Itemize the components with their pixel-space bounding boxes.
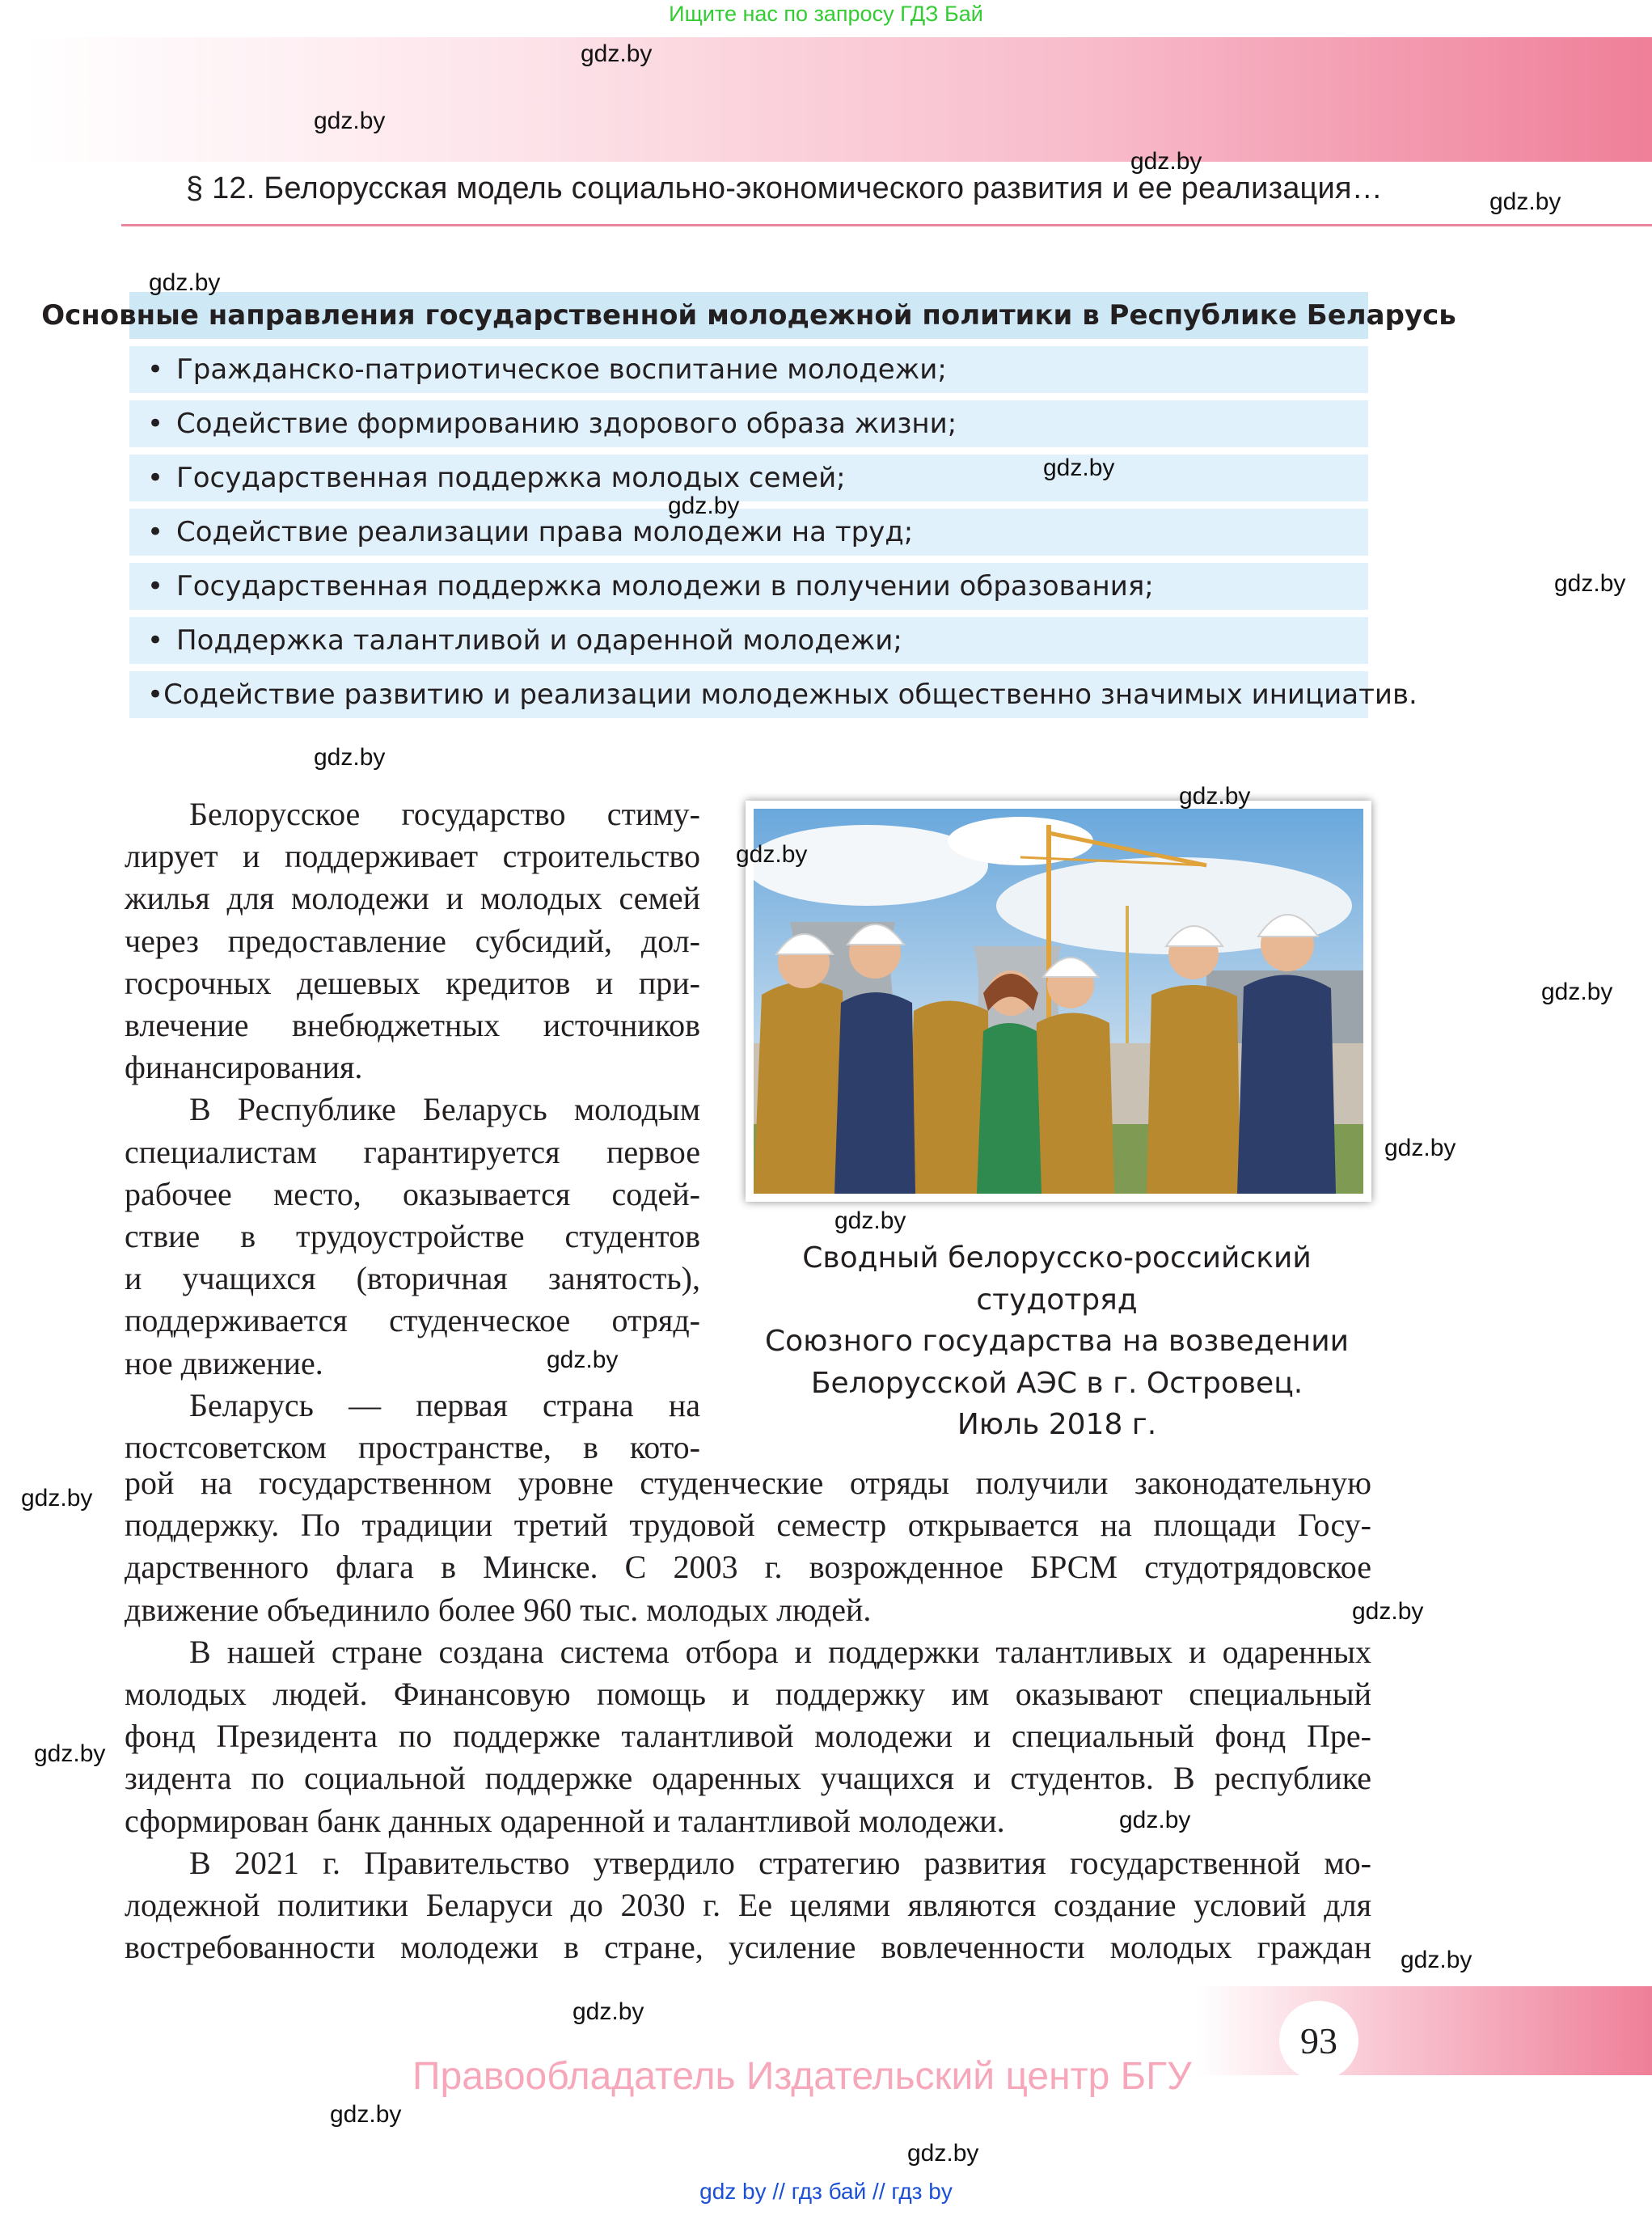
watermark: gdz.by (330, 2101, 402, 2128)
bullet: • (147, 679, 164, 711)
watermark: gdz.by (149, 269, 221, 296)
photo-illustration (754, 809, 1363, 1194)
text-line: рой на государственном уровне студенческие отряды получили законодательную (125, 1465, 1371, 1501)
bottom-links[interactable]: gdz by // гдз бай // гдз by (699, 2179, 953, 2204)
bullet: • (147, 462, 164, 494)
policy-box-title: Основные направления государственной молодежной политики в Республике Беларусь (129, 292, 1368, 339)
bullet: • (147, 624, 164, 657)
text-line: жилья для молодежи и молодых семей (125, 880, 700, 917)
page-number: 93 (1279, 2001, 1358, 2080)
watermark: gdz.by (1119, 1807, 1191, 1833)
text-line: В Республике Беларусь молодым (189, 1091, 700, 1128)
caption-line: Сводный белорусско-российский студотряд (802, 1241, 1312, 1317)
top-notice[interactable]: Ищите нас по запросу ГДЗ Бай (669, 2, 983, 26)
text-line: лодежной политики Беларуси до 2030 г. Ее целями являются создание условий для (125, 1887, 1371, 1924)
policy-item (129, 509, 1368, 556)
text-line: востребованности молодежи в стране, усиление вовлеченности молодых граждан (125, 1929, 1371, 1966)
policy-item (129, 346, 1368, 393)
body-text-full-width (125, 1462, 1371, 1968)
text-line: В 2021 г. Правительство утвердило стратегию развития государственной мо- (189, 1844, 1371, 1881)
text-line: финансирования. (125, 1049, 363, 1086)
copyright-holder: Правообладатель Издательский центр БГУ (412, 2055, 1192, 2098)
text-line: Белорусское государство стиму- (189, 796, 700, 832)
policy-item (129, 455, 1368, 501)
bullet: • (147, 408, 164, 440)
watermark: gdz.by (1043, 455, 1115, 481)
watermark: gdz.by (1179, 783, 1251, 810)
policy-item (129, 400, 1368, 447)
text-line: госрочных дешевых кредитов и при- (125, 964, 700, 1001)
text-line: и учащихся (вторичная занятость), (125, 1260, 700, 1297)
caption-line: Союзного государства на возведении (764, 1325, 1350, 1358)
text-line: постсоветском пространстве, в кото- (125, 1429, 700, 1466)
watermark: gdz.by (1554, 570, 1626, 597)
bullet: • (147, 353, 164, 386)
running-head: § 12. Белорусская модель социально-экономического развития и ее реализация… (186, 171, 1383, 205)
caption-line: Июль 2018 г. (957, 1408, 1157, 1441)
text-line: ное движение. (125, 1344, 323, 1381)
text-line: зидента по социальной поддержке одаренных учащихся и студентов. В республике (125, 1760, 1371, 1797)
text-line: поддержку. По традиции третий трудовой семестр открывается на площади Госу- (125, 1507, 1371, 1544)
policy-item-text: Содействие формированию здорового образа жизни; (176, 408, 957, 440)
bullet: • (147, 516, 164, 548)
policy-item-text: Содействие развитию и реализации молодежных общественно значимых инициатив. (163, 679, 1418, 711)
watermark: gdz.by (572, 1998, 644, 2025)
text-line: движение объединило более 960 тыс. молодых людей. (125, 1591, 872, 1628)
watermark: gdz.by (314, 108, 386, 134)
text-line: поддерживается студенческое отряд- (125, 1302, 700, 1339)
text-line: В нашей стране создана система отбора и поддержки талантливых и одаренных (189, 1633, 1371, 1670)
watermark: gdz.by (314, 744, 386, 771)
text-line: специалистам гарантируется первое (125, 1133, 700, 1170)
policy-item-text: Государственная поддержка молодых семей; (176, 462, 846, 494)
watermark: gdz.by (21, 1485, 93, 1512)
policy-item-text: Поддержка талантливой и одаренной молодежи; (176, 624, 902, 657)
watermark: gdz.by (1384, 1135, 1456, 1161)
student-brigade-photo (746, 801, 1371, 1202)
watermark: gdz.by (736, 841, 808, 868)
policy-item (129, 617, 1368, 664)
policy-item (129, 671, 1418, 718)
text-line: лирует и поддерживает строительство (125, 838, 700, 875)
photo-caption (737, 1237, 1376, 1446)
watermark: gdz.by (1130, 148, 1202, 175)
policy-item-text: Содействие реализации права молодежи на труд; (176, 516, 914, 548)
text-line: дарственного флага в Минске. С 2003 г. возрожденное БРСМ студотрядовское (125, 1549, 1371, 1586)
watermark: gdz.by (834, 1207, 906, 1234)
watermark: gdz.by (34, 1740, 106, 1767)
header-band (23, 37, 1652, 162)
watermark: gdz.by (547, 1347, 619, 1373)
text-line: ствие в трудоустройстве студентов (125, 1218, 700, 1255)
policy-box (41, 292, 1456, 718)
watermark: gdz.by (1541, 979, 1613, 1005)
footer-band (1197, 1986, 1652, 2075)
policy-item-text: Гражданско-патриотическое воспитание молодежи; (176, 353, 947, 386)
text-line: рабочее место, оказывается содей- (125, 1175, 700, 1212)
text-line: фонд Президента по поддержке талантливой молодежи и специальный фонд Пре- (125, 1718, 1371, 1755)
watermark: gdz.by (668, 493, 740, 519)
bullet: • (147, 570, 164, 603)
text-line: сформирован банк данных одаренной и талантливой молодежи. (125, 1802, 1005, 1839)
policy-item (129, 563, 1368, 610)
text-line: Беларусь — первая страна на (189, 1386, 700, 1423)
text-line: молодых людей. Финансовую помощь и поддержку им оказывают специальный (125, 1676, 1371, 1713)
watermark: gdz.by (581, 40, 653, 67)
header-rule (121, 224, 1652, 226)
watermark: gdz.by (1489, 188, 1561, 215)
caption-line: Белорусской АЭС в г. Островец. (810, 1366, 1303, 1400)
text-line: через предоставление субсидий, дол- (125, 922, 700, 959)
policy-item-text: Государственная поддержка молодежи в получении образования; (176, 570, 1154, 603)
text-line: влечение внебюджетных источников (125, 1007, 700, 1044)
watermark: gdz.by (1401, 1947, 1472, 1973)
watermark: gdz.by (1352, 1598, 1424, 1625)
watermark: gdz.by (907, 2140, 979, 2167)
